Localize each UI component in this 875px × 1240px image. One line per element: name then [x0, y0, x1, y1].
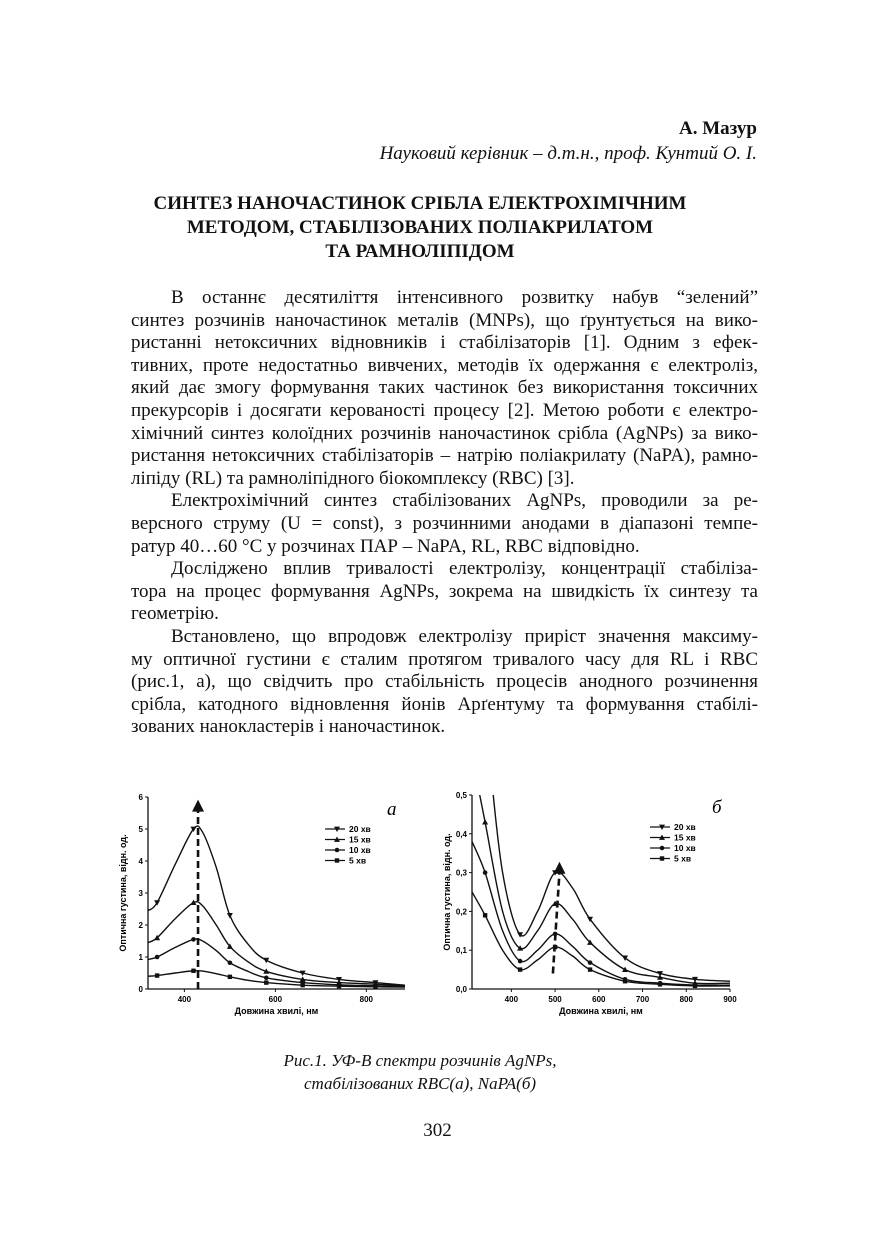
marker-circle [588, 960, 593, 965]
y-tick-label: 6 [138, 793, 143, 802]
y-tick-label: 0,3 [455, 868, 467, 878]
y-tick-label: 0,4 [455, 829, 467, 839]
text-line: ристанні нетоксичних відновників і стабілізаторів [1]. Одним з ефек- [131, 332, 758, 354]
marker-triangle-down [517, 932, 523, 937]
y-axis-label: Оптична густина, відн. од. [118, 834, 128, 952]
text-line: тора на процес формування AgNPs, зокрема на швидкість їх синтезу та [131, 580, 758, 602]
text-line: (рис.1, а), що свідчить про стабільність процесів анодного розчинення [131, 671, 758, 693]
series-line-15-хв [472, 780, 730, 984]
marker-square [518, 967, 522, 971]
series-line-5-хв [148, 971, 405, 987]
marker-square [588, 967, 592, 971]
series-line-15-хв [148, 902, 405, 986]
x-tick-label: 400 [504, 995, 519, 1004]
advisor-line: Науковий керівник – д.т.н., проф. Кунтий О. І. [379, 143, 757, 164]
x-tick-label: 400 [177, 995, 192, 1004]
text-line: Електрохімічний синтез стабілізованих AgNPs, проводили за ре- [171, 490, 758, 512]
marker-square [335, 858, 339, 862]
arrow-head-icon [553, 862, 565, 874]
y-tick-label: 2 [138, 921, 143, 930]
figure-caption [200, 1049, 640, 1095]
text-line: синтез розчинів наночастинок металів (MNPs), що ґрунтується на вико- [131, 309, 758, 331]
text-line: Встановлено, що впродовж електролізу приріст значення максиму- [171, 625, 758, 647]
y-tick-label: 4 [138, 857, 143, 866]
text-line: срібла, катодного відновлення йонів Арґентуму та формування стабілі- [131, 693, 758, 715]
panel-label: б [712, 797, 722, 818]
text-line: хімічний синтез колоїдних розчинів наночастинок срібла (AgNPs) за вико- [131, 422, 758, 444]
y-tick-label: 0,0 [455, 985, 467, 994]
marker-circle [228, 960, 233, 965]
marker-triangle-up [482, 819, 488, 824]
y-tick-label: 1 [138, 953, 143, 962]
text-line: який дає змогу формування таких частинок без використання токсичних [131, 377, 758, 399]
body-text [131, 287, 758, 739]
x-tick-label: 700 [635, 995, 650, 1004]
marker-square [373, 985, 377, 989]
text-line: ратур 40…60 °C у розчинах ПАР – NaPA, RL, RBC відповідно. [131, 535, 640, 557]
legend-label: 15 хв [674, 832, 696, 843]
y-tick-label: 0,1 [455, 946, 467, 956]
x-tick-label: 600 [268, 995, 283, 1004]
plot-area [472, 780, 730, 988]
marker-square [623, 979, 627, 983]
peak-shift-arrow [553, 873, 560, 974]
x-tick-label: 900 [723, 995, 737, 1004]
y-tick-label: 0 [138, 985, 143, 994]
marker-square [337, 984, 341, 988]
marker-square [483, 913, 487, 917]
caption-line: Рис.1. УФ-В спектри розчинів AgNPs, [283, 1051, 557, 1070]
figure-a-chart [105, 780, 415, 1025]
legend-label: 10 хв [674, 843, 696, 853]
paper-title [100, 192, 740, 264]
y-axis-label: Оптична густина, відн. од. [442, 833, 452, 951]
marker-square [693, 984, 697, 988]
legend-label: 5 хв [349, 855, 367, 866]
marker-square [264, 980, 268, 984]
series-line-5-хв [472, 892, 730, 986]
series-line-20-хв [481, 780, 730, 981]
x-axis-label: Довжина хвилі, нм [234, 1006, 319, 1016]
marker-circle [264, 976, 269, 981]
legend-label: 5 хв [674, 853, 692, 864]
marker-square [155, 973, 159, 977]
panel-label: а [387, 799, 397, 820]
marker-circle [483, 870, 488, 875]
marker-square [191, 969, 195, 973]
text-line: тивних, проте недостатньо вивчених, методів їх одержання є електроліз, [131, 354, 758, 376]
marker-triangle-up [622, 967, 628, 972]
text-line: му оптичної густини є сталим протягом тривалого часу для RL і RBC [131, 648, 758, 670]
text-line: версного струму (U = const), з розчинними анодами в діапазоні темпе- [131, 512, 758, 534]
page-number: 302 [423, 1120, 452, 1141]
legend-label: 10 хв [349, 845, 371, 855]
x-tick-label: 800 [679, 995, 693, 1004]
text-line: прекурсорів і досягати керованості процесу [2]. Метою роботи є електро- [131, 399, 758, 421]
marker-triangle-down [227, 913, 233, 918]
marker-square [300, 983, 304, 987]
marker-circle [335, 848, 340, 853]
figure-b-chart [430, 780, 745, 1025]
y-tick-label: 0,2 [455, 907, 467, 917]
text-line: зованих нанокластерів і наночастинок. [131, 716, 446, 738]
title-line: ТА РАМНОЛІПІДОМ [325, 241, 515, 262]
text-line: ліпіду (RL) та рамноліпідного біокомплексу (RBC) [3]. [131, 467, 575, 489]
text-line: В останнє десятиліття інтенсивного розвитку набув “зелений” [171, 287, 758, 308]
x-tick-label: 500 [548, 995, 562, 1004]
x-axis-label: Довжина хвилі, нм [559, 1006, 643, 1016]
marker-square [228, 975, 232, 979]
x-tick-label: 800 [359, 995, 374, 1004]
marker-circle [155, 955, 160, 960]
x-tick-label: 600 [592, 995, 606, 1004]
series-line-10-хв [148, 939, 405, 987]
text-line: Досліджено вплив тривалості електролізу, концентрації стабіліза- [171, 558, 758, 580]
legend-label: 15 хв [349, 834, 371, 845]
marker-circle [518, 959, 523, 964]
title-line: СИНТЕЗ НАНОЧАСТИНОК СРІБЛА ЕЛЕКТРОХІМІЧНИМ [153, 193, 687, 214]
text-line: геометрію. [131, 603, 219, 625]
marker-square [658, 982, 662, 986]
marker-circle [660, 846, 665, 851]
y-tick-label: 5 [138, 825, 143, 834]
arrow-head-icon [192, 800, 204, 812]
marker-square [660, 856, 664, 860]
legend-label: 20 хв [349, 824, 371, 834]
author-name: А. Мазур [679, 118, 757, 139]
y-tick-label: 0,5 [455, 791, 467, 800]
caption-line: стабілізованих RBC(а), NaPA(б) [303, 1074, 537, 1093]
title-line: МЕТОДОМ, СТАБІЛІЗОВАНИХ ПОЛІАКРИЛАТОМ [186, 217, 654, 238]
legend-label: 20 хв [674, 822, 696, 832]
marker-circle [191, 937, 196, 942]
y-tick-label: 3 [138, 889, 143, 898]
text-line: ристання нетоксичних стабілізаторів – натрію поліакрилату (NaPA), рамно- [131, 445, 758, 467]
